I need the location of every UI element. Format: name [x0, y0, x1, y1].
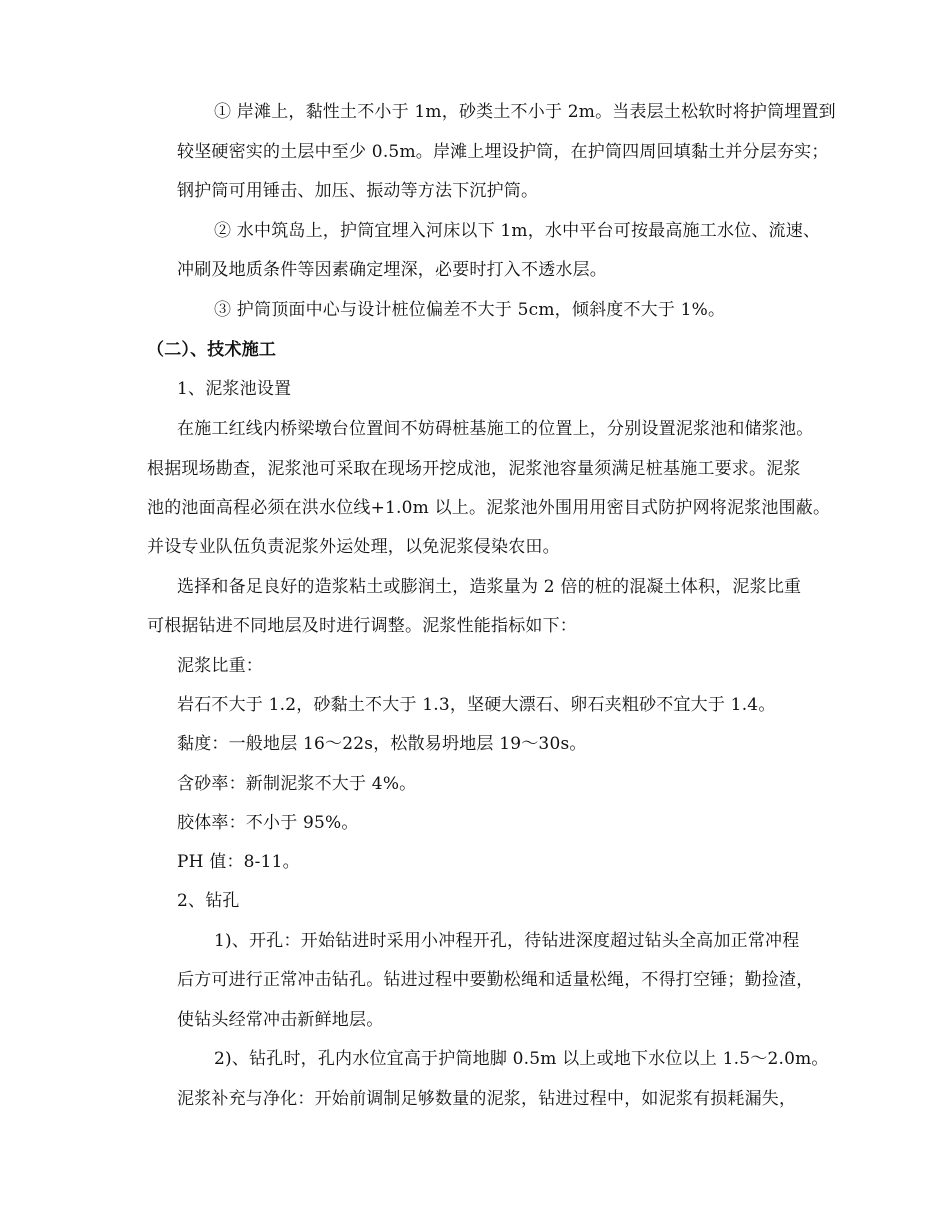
text-line: 选择和备足良好的造浆粘土或膨润土，造浆量为 2 倍的桩的混凝土体积，泥浆比重 [177, 577, 802, 597]
text-line: 2)、钻孔时，孔内水位宜高于护筒地脚 0.5m 以上或地下水位以上 1.5～2.0m。 [214, 1049, 829, 1069]
text-line: 可根据钻进不同地层及时进行调整。泥浆性能指标如下： [147, 616, 577, 636]
text-line: 冲刷及地质条件等因素确定埋深，必要时打入不透水层。 [177, 260, 607, 280]
text-line: 后方可进行正常冲击钻孔。钻进过程中要勤松绳和适量松绳，不得打空锤；勤捡渣， [177, 970, 814, 990]
text-line: PH 值：8-11。 [177, 852, 300, 872]
section-heading: （二）、技术施工 [147, 340, 277, 360]
text-line: 使钻头经常冲击新鲜地层。 [177, 1010, 384, 1030]
text-line: 根据现场勘查，泥浆池可采取在现场开挖成池，泥浆池容量须满足桩基施工要求。泥浆 [147, 459, 801, 479]
subsection-heading: 2、钻孔 [177, 891, 240, 911]
subsection-heading: 1、泥浆池设置 [177, 379, 292, 399]
text-line: 1)、开孔：开始钻进时采用小冲程开孔，待钻进深度超过钻头全高加正常冲程 [214, 931, 800, 951]
text-line: ③ 护筒顶面中心与设计桩位偏差不大于 5cm，倾斜度不大于 1%。 [214, 300, 726, 320]
text-line: 泥浆比重： [177, 656, 263, 676]
text-line: ① 岸滩上，黏性土不小于 1m，砂类土不小于 2m。当表层土松软时将护筒埋置到 [214, 102, 836, 122]
text-line: 在施工红线内桥梁墩台位置间不妨碍桩基施工的位置上，分别设置泥浆池和储浆池。 [177, 419, 814, 439]
text-line: 黏度：一般地层 16～22s，松散易坍地层 19～30s。 [177, 734, 587, 754]
text-line: 含砂率：新制泥浆不大于 4%。 [177, 774, 417, 794]
text-line: 并设专业队伍负责泥浆外运处理，以免泥浆侵染农田。 [147, 537, 560, 557]
text-line: ② 水中筑岛上，护筒宜埋入河床以下 1m，水中平台可按最高施工水位、流速、 [214, 221, 821, 241]
text-line: 胶体率：不小于 95%。 [177, 813, 359, 833]
text-line: 池的池面高程必须在洪水位线+1.0m 以上。泥浆池外围用用密目式防护网将泥浆池围蔽。 [147, 498, 831, 518]
text-line: 岩石不大于 1.2，砂黏土不大于 1.3，坚硬大漂石、卵石夹粗砂不宜大于 1.4。 [177, 695, 776, 715]
text-line: 泥浆补充与净化：开始前调制足够数量的泥浆，钻进过程中，如泥浆有损耗漏失， [177, 1089, 797, 1109]
text-line: 钢护筒可用锤击、加压、振动等方法下沉护筒。 [177, 181, 539, 201]
text-line: 较坚硬密实的土层中至少 0.5m。岸滩上埋设护筒，在护筒四周回填黏土并分层夯实； [177, 142, 829, 162]
